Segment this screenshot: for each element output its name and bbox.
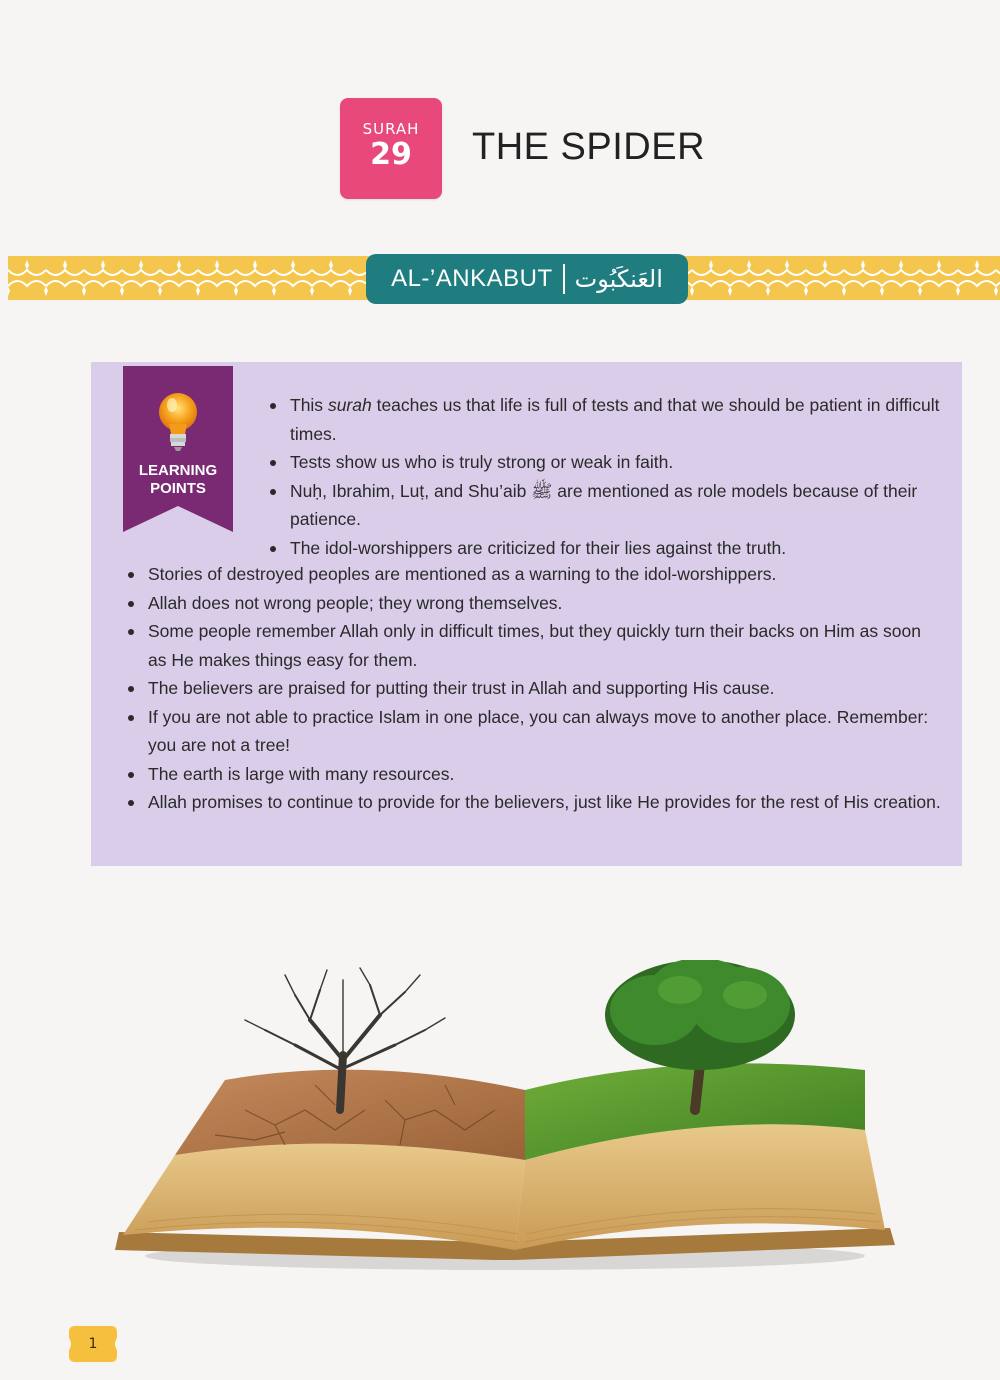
open-book-trees-illustration bbox=[105, 960, 905, 1280]
list-item: Allah promises to continue to provide for the believers, just like He provides for the rest of His creation. bbox=[126, 788, 941, 817]
list-item: The earth is large with many resources. bbox=[126, 760, 941, 789]
learning-points-list-top bbox=[268, 391, 940, 562]
list-item: Stories of destroyed peoples are mentioned as a warning to the idol-worshippers. bbox=[126, 560, 941, 589]
page-title: THE SPIDER bbox=[472, 126, 706, 168]
list-item: Nuḥ, Ibrahim, Luṭ, and Shu’aib ﷺ are mentioned as role models because of their patience. bbox=[268, 477, 940, 534]
surah-name-arabic: العَنكَبُوت bbox=[574, 265, 663, 293]
learning-points-label-line1: LEARNING bbox=[138, 462, 218, 479]
learning-points-label-line2: POINTS bbox=[150, 480, 206, 497]
divider bbox=[563, 264, 565, 294]
learning-points-label bbox=[123, 462, 233, 498]
surah-label: SURAH bbox=[362, 120, 420, 138]
list-item: Tests show us who is truly strong or weak in faith. bbox=[268, 448, 940, 477]
list-item: The idol-worshippers are criticized for their lies against the truth. bbox=[268, 534, 940, 563]
list-item: The believers are praised for putting their trust in Allah and supporting His cause. bbox=[126, 674, 941, 703]
surah-number: 29 bbox=[370, 137, 412, 172]
list-item: Allah does not wrong people; they wrong themselves. bbox=[126, 589, 941, 618]
page-number bbox=[67, 1324, 119, 1364]
list-item: This surah teaches us that life is full of tests and that we should be patient in difficult times. bbox=[268, 391, 940, 448]
list-item: Some people remember Allah only in difficult times, but they quickly turn their backs on Him as soon as He makes things easy for them. bbox=[126, 617, 941, 674]
lightbulb-icon bbox=[154, 390, 202, 452]
surah-name-pill bbox=[366, 254, 688, 304]
surah-name-latin: AL-’ANKABUT bbox=[391, 265, 553, 292]
surah-badge bbox=[340, 98, 442, 199]
list-item: If you are not able to practice Islam in one place, you can always move to another place. Remember: you are not a tree! bbox=[126, 703, 941, 760]
learning-points-list-bottom bbox=[126, 560, 941, 817]
page-number-text: 1 bbox=[88, 1336, 98, 1352]
